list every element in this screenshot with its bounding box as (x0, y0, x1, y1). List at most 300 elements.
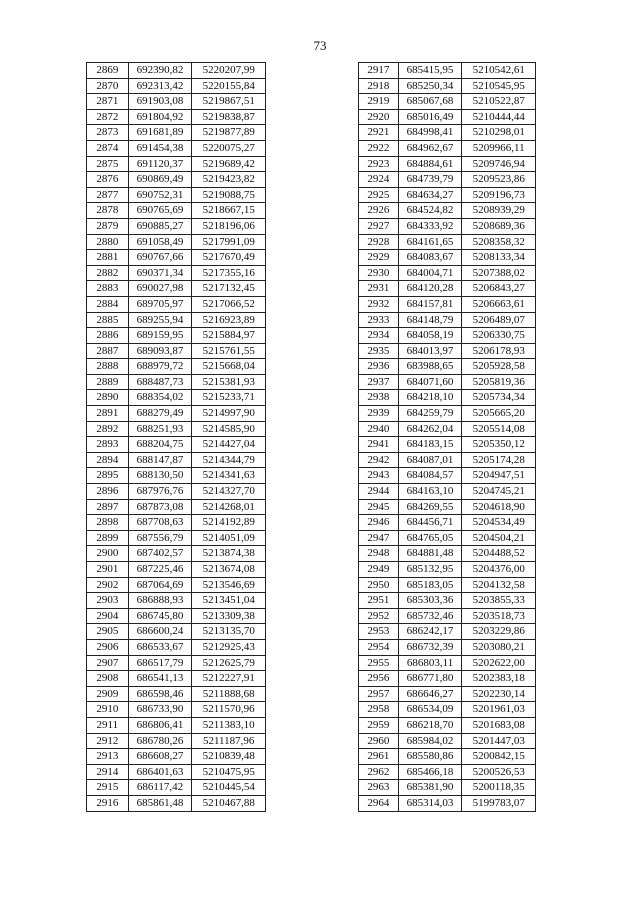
point-number-cell: 2904 (87, 608, 129, 624)
table-row (359, 156, 536, 172)
point-number-cell: 2884 (87, 296, 129, 312)
table-row (87, 530, 266, 546)
x-coordinate-cell: 686600,24 (128, 624, 192, 640)
x-coordinate-cell: 685580,86 (398, 749, 462, 765)
point-number-cell: 2896 (87, 484, 129, 500)
table-row (87, 78, 266, 94)
x-coordinate-cell: 688147,87 (128, 452, 192, 468)
x-coordinate-cell: 690885,27 (128, 218, 192, 234)
table-row (359, 312, 536, 328)
table-row (87, 624, 266, 640)
y-coordinate-cell: 5206330,75 (462, 328, 536, 344)
x-coordinate-cell: 686733,90 (128, 702, 192, 718)
table-row (359, 717, 536, 733)
point-number-cell: 2877 (87, 187, 129, 203)
x-coordinate-cell: 686541,13 (128, 671, 192, 687)
point-number-cell: 2911 (87, 717, 129, 733)
x-coordinate-cell: 686888,93 (128, 593, 192, 609)
x-coordinate-cell: 686117,42 (128, 780, 192, 796)
y-coordinate-cell: 5209966,11 (462, 140, 536, 156)
y-coordinate-cell: 5205665,20 (462, 406, 536, 422)
y-coordinate-cell: 5214585,90 (192, 421, 266, 437)
y-coordinate-cell: 5200842,15 (462, 749, 536, 765)
x-coordinate-cell: 688130,50 (128, 468, 192, 484)
y-coordinate-cell: 5202230,14 (462, 686, 536, 702)
y-coordinate-cell: 5210444,44 (462, 109, 536, 125)
x-coordinate-cell: 686218,70 (398, 717, 462, 733)
y-coordinate-cell: 5213135,70 (192, 624, 266, 640)
x-coordinate-cell: 686533,67 (128, 639, 192, 655)
y-coordinate-cell: 5210445,54 (192, 780, 266, 796)
x-coordinate-cell: 686745,80 (128, 608, 192, 624)
point-number-cell: 2923 (359, 156, 399, 172)
point-number-cell: 2943 (359, 468, 399, 484)
x-coordinate-cell: 684083,67 (398, 250, 462, 266)
y-coordinate-cell: 5209196,73 (462, 187, 536, 203)
table-row (87, 125, 266, 141)
table-row (87, 250, 266, 266)
x-coordinate-cell: 685381,90 (398, 780, 462, 796)
y-coordinate-cell: 5204376,00 (462, 562, 536, 578)
y-coordinate-cell: 5210475,95 (192, 764, 266, 780)
y-coordinate-cell: 5209523,86 (462, 172, 536, 188)
y-coordinate-cell: 5215761,55 (192, 343, 266, 359)
table-row (359, 296, 536, 312)
table-row (87, 63, 266, 79)
x-coordinate-cell: 687873,08 (128, 499, 192, 515)
x-coordinate-cell: 684148,79 (398, 312, 462, 328)
x-coordinate-cell: 683988,65 (398, 359, 462, 375)
table-row (359, 359, 536, 375)
x-coordinate-cell: 684524,82 (398, 203, 462, 219)
y-coordinate-cell: 5210542,61 (462, 63, 536, 79)
table-row (359, 795, 536, 811)
table-row (359, 281, 536, 297)
x-coordinate-cell: 687402,57 (128, 546, 192, 562)
table-row (87, 452, 266, 468)
point-number-cell: 2951 (359, 593, 399, 609)
point-number-cell: 2887 (87, 343, 129, 359)
table-row (359, 218, 536, 234)
point-number-cell: 2919 (359, 94, 399, 110)
y-coordinate-cell: 5213874,38 (192, 546, 266, 562)
point-number-cell: 2961 (359, 749, 399, 765)
point-number-cell: 2893 (87, 437, 129, 453)
table-row (87, 437, 266, 453)
x-coordinate-cell: 684739,79 (398, 172, 462, 188)
point-number-cell: 2883 (87, 281, 129, 297)
table-row (87, 312, 266, 328)
x-coordinate-cell: 684163,10 (398, 484, 462, 500)
y-coordinate-cell: 5213546,69 (192, 577, 266, 593)
table-row (359, 203, 536, 219)
table-row (359, 764, 536, 780)
table-row (359, 63, 536, 79)
point-number-cell: 2940 (359, 421, 399, 437)
y-coordinate-cell: 5214427,04 (192, 437, 266, 453)
point-number-cell: 2934 (359, 328, 399, 344)
point-number-cell: 2882 (87, 265, 129, 281)
table-row (359, 702, 536, 718)
table-row (359, 437, 536, 453)
y-coordinate-cell: 5200118,35 (462, 780, 536, 796)
y-coordinate-cell: 5206489,07 (462, 312, 536, 328)
point-number-cell: 2873 (87, 125, 129, 141)
table-row (87, 390, 266, 406)
point-number-cell: 2926 (359, 203, 399, 219)
y-coordinate-cell: 5204618,90 (462, 499, 536, 515)
table-row (359, 484, 536, 500)
point-number-cell: 2898 (87, 515, 129, 531)
x-coordinate-cell: 686598,46 (128, 686, 192, 702)
page-number: 73 (313, 38, 327, 53)
point-number-cell: 2942 (359, 452, 399, 468)
coordinates-table-left (86, 62, 266, 812)
table-row (359, 187, 536, 203)
point-number-cell: 2872 (87, 109, 129, 125)
table-row (87, 515, 266, 531)
x-coordinate-cell: 685466,18 (398, 764, 462, 780)
y-coordinate-cell: 5212227,91 (192, 671, 266, 687)
y-coordinate-cell: 5219877,89 (192, 125, 266, 141)
x-coordinate-cell: 685732,46 (398, 608, 462, 624)
y-coordinate-cell: 5205928,58 (462, 359, 536, 375)
point-number-cell: 2953 (359, 624, 399, 640)
y-coordinate-cell: 5211570,96 (192, 702, 266, 718)
table-row (359, 562, 536, 578)
point-number-cell: 2889 (87, 374, 129, 390)
y-coordinate-cell: 5220207,99 (192, 63, 266, 79)
point-number-cell: 2932 (359, 296, 399, 312)
y-coordinate-cell: 5201683,08 (462, 717, 536, 733)
table-row (359, 624, 536, 640)
table-row (359, 109, 536, 125)
x-coordinate-cell: 684161,65 (398, 234, 462, 250)
point-number-cell: 2957 (359, 686, 399, 702)
y-coordinate-cell: 5202622,00 (462, 655, 536, 671)
x-coordinate-cell: 686401,63 (128, 764, 192, 780)
y-coordinate-cell: 5219838,87 (192, 109, 266, 125)
table-row (359, 421, 536, 437)
x-coordinate-cell: 684333,92 (398, 218, 462, 234)
point-number-cell: 2922 (359, 140, 399, 156)
table-row (359, 328, 536, 344)
x-coordinate-cell: 684634,27 (398, 187, 462, 203)
table-row (359, 125, 536, 141)
table-row (87, 671, 266, 687)
table-row (87, 328, 266, 344)
point-number-cell: 2908 (87, 671, 129, 687)
point-number-cell: 2941 (359, 437, 399, 453)
x-coordinate-cell: 685250,34 (398, 78, 462, 94)
table-row (87, 172, 266, 188)
y-coordinate-cell: 5217132,45 (192, 281, 266, 297)
point-number-cell: 2956 (359, 671, 399, 687)
table-row (87, 265, 266, 281)
x-coordinate-cell: 684218,10 (398, 390, 462, 406)
point-number-cell: 2900 (87, 546, 129, 562)
table-row (359, 546, 536, 562)
point-number-cell: 2885 (87, 312, 129, 328)
x-coordinate-cell: 686771,80 (398, 671, 462, 687)
x-coordinate-cell: 691058,49 (128, 234, 192, 250)
y-coordinate-cell: 5214051,09 (192, 530, 266, 546)
x-coordinate-cell: 691903,08 (128, 94, 192, 110)
table-row (87, 593, 266, 609)
x-coordinate-cell: 685132,95 (398, 562, 462, 578)
y-coordinate-cell: 5208358,32 (462, 234, 536, 250)
table-row (87, 374, 266, 390)
y-coordinate-cell: 5219867,51 (192, 94, 266, 110)
point-number-cell: 2888 (87, 359, 129, 375)
table-row (87, 156, 266, 172)
x-coordinate-cell: 689159,95 (128, 328, 192, 344)
point-number-cell: 2910 (87, 702, 129, 718)
y-coordinate-cell: 5199783,07 (462, 795, 536, 811)
x-coordinate-cell: 685067,68 (398, 94, 462, 110)
table-row (87, 234, 266, 250)
table-row (87, 406, 266, 422)
point-number-cell: 2964 (359, 795, 399, 811)
y-coordinate-cell: 5214192,89 (192, 515, 266, 531)
y-coordinate-cell: 5210467,88 (192, 795, 266, 811)
table-row (87, 686, 266, 702)
point-number-cell: 2876 (87, 172, 129, 188)
point-number-cell: 2909 (87, 686, 129, 702)
x-coordinate-cell: 684013,97 (398, 343, 462, 359)
y-coordinate-cell: 5212925,43 (192, 639, 266, 655)
y-coordinate-cell: 5217670,49 (192, 250, 266, 266)
y-coordinate-cell: 5201961,03 (462, 702, 536, 718)
y-coordinate-cell: 5208689,36 (462, 218, 536, 234)
table-row (87, 655, 266, 671)
point-number-cell: 2952 (359, 608, 399, 624)
table-row (87, 359, 266, 375)
y-coordinate-cell: 5202383,18 (462, 671, 536, 687)
table-row (87, 484, 266, 500)
table-row (359, 406, 536, 422)
x-coordinate-cell: 686608,27 (128, 749, 192, 765)
y-coordinate-cell: 5220075,27 (192, 140, 266, 156)
y-coordinate-cell: 5210545,95 (462, 78, 536, 94)
x-coordinate-cell: 685016,49 (398, 109, 462, 125)
x-coordinate-cell: 684004,71 (398, 265, 462, 281)
table-row (87, 780, 266, 796)
y-coordinate-cell: 5219088,75 (192, 187, 266, 203)
table-row (87, 749, 266, 765)
x-coordinate-cell: 690765,69 (128, 203, 192, 219)
x-coordinate-cell: 691804,92 (128, 109, 192, 125)
point-number-cell: 2929 (359, 250, 399, 266)
x-coordinate-cell: 690767,66 (128, 250, 192, 266)
point-number-cell: 2937 (359, 374, 399, 390)
y-coordinate-cell: 5213451,04 (192, 593, 266, 609)
y-coordinate-cell: 5203518,73 (462, 608, 536, 624)
table-row (359, 343, 536, 359)
table-row (87, 140, 266, 156)
y-coordinate-cell: 5218196,06 (192, 218, 266, 234)
point-number-cell: 2954 (359, 639, 399, 655)
y-coordinate-cell: 5206178,93 (462, 343, 536, 359)
x-coordinate-cell: 684058,19 (398, 328, 462, 344)
point-number-cell: 2905 (87, 624, 129, 640)
table-row (359, 686, 536, 702)
table-row (87, 421, 266, 437)
y-coordinate-cell: 5204534,49 (462, 515, 536, 531)
point-number-cell: 2869 (87, 63, 129, 79)
table-row (359, 639, 536, 655)
point-number-cell: 2895 (87, 468, 129, 484)
point-number-cell: 2938 (359, 390, 399, 406)
point-number-cell: 2913 (87, 749, 129, 765)
table-row (87, 717, 266, 733)
table-row (87, 764, 266, 780)
point-number-cell: 2947 (359, 530, 399, 546)
x-coordinate-cell: 686646,27 (398, 686, 462, 702)
point-number-cell: 2870 (87, 78, 129, 94)
x-coordinate-cell: 686780,26 (128, 733, 192, 749)
y-coordinate-cell: 5206843,27 (462, 281, 536, 297)
table-row (359, 468, 536, 484)
point-number-cell: 2928 (359, 234, 399, 250)
point-number-cell: 2949 (359, 562, 399, 578)
y-coordinate-cell: 5214327,70 (192, 484, 266, 500)
table-row (359, 452, 536, 468)
x-coordinate-cell: 690371,34 (128, 265, 192, 281)
x-coordinate-cell: 684120,28 (398, 281, 462, 297)
point-number-cell: 2878 (87, 203, 129, 219)
x-coordinate-cell: 691120,37 (128, 156, 192, 172)
x-coordinate-cell: 689255,94 (128, 312, 192, 328)
y-coordinate-cell: 5209746,94 (462, 156, 536, 172)
x-coordinate-cell: 691681,89 (128, 125, 192, 141)
point-number-cell: 2933 (359, 312, 399, 328)
x-coordinate-cell: 687976,76 (128, 484, 192, 500)
y-coordinate-cell: 5205174,28 (462, 452, 536, 468)
coordinates-table-right (358, 62, 536, 812)
y-coordinate-cell: 5201447,03 (462, 733, 536, 749)
x-coordinate-cell: 692390,82 (128, 63, 192, 79)
x-coordinate-cell: 690027,98 (128, 281, 192, 297)
table-row (359, 515, 536, 531)
point-number-cell: 2890 (87, 390, 129, 406)
table-row (87, 562, 266, 578)
table-row (359, 499, 536, 515)
x-coordinate-cell: 686806,41 (128, 717, 192, 733)
table-row (87, 109, 266, 125)
point-number-cell: 2916 (87, 795, 129, 811)
point-number-cell: 2891 (87, 406, 129, 422)
point-number-cell: 2894 (87, 452, 129, 468)
point-number-cell: 2886 (87, 328, 129, 344)
point-number-cell: 2955 (359, 655, 399, 671)
point-number-cell: 2874 (87, 140, 129, 156)
point-number-cell: 2935 (359, 343, 399, 359)
point-number-cell: 2944 (359, 484, 399, 500)
table-row (87, 733, 266, 749)
x-coordinate-cell: 684456,71 (398, 515, 462, 531)
y-coordinate-cell: 5214997,90 (192, 406, 266, 422)
table-row (359, 593, 536, 609)
table-row (359, 250, 536, 266)
table-row (359, 671, 536, 687)
point-number-cell: 2925 (359, 187, 399, 203)
table-row (87, 608, 266, 624)
y-coordinate-cell: 5210298,01 (462, 125, 536, 141)
y-coordinate-cell: 5211187,96 (192, 733, 266, 749)
table-row (359, 655, 536, 671)
point-number-cell: 2920 (359, 109, 399, 125)
table-row (359, 780, 536, 796)
y-coordinate-cell: 5219689,42 (192, 156, 266, 172)
x-coordinate-cell: 684269,55 (398, 499, 462, 515)
point-number-cell: 2950 (359, 577, 399, 593)
y-coordinate-cell: 5214344,79 (192, 452, 266, 468)
y-coordinate-cell: 5215233,71 (192, 390, 266, 406)
x-coordinate-cell: 686242,17 (398, 624, 462, 640)
x-coordinate-cell: 685183,05 (398, 577, 462, 593)
x-coordinate-cell: 687556,79 (128, 530, 192, 546)
table-row (87, 218, 266, 234)
y-coordinate-cell: 5214268,01 (192, 499, 266, 515)
x-coordinate-cell: 684962,67 (398, 140, 462, 156)
x-coordinate-cell: 688354,02 (128, 390, 192, 406)
point-number-cell: 2945 (359, 499, 399, 515)
y-coordinate-cell: 5216923,89 (192, 312, 266, 328)
point-number-cell: 2946 (359, 515, 399, 531)
y-coordinate-cell: 5204132,58 (462, 577, 536, 593)
x-coordinate-cell: 684262,04 (398, 421, 462, 437)
point-number-cell: 2931 (359, 281, 399, 297)
table-row (359, 530, 536, 546)
table-row (87, 577, 266, 593)
point-number-cell: 2906 (87, 639, 129, 655)
x-coordinate-cell: 692313,42 (128, 78, 192, 94)
point-number-cell: 2881 (87, 250, 129, 266)
table-row (87, 94, 266, 110)
point-number-cell: 2897 (87, 499, 129, 515)
point-number-cell: 2912 (87, 733, 129, 749)
point-number-cell: 2930 (359, 265, 399, 281)
y-coordinate-cell: 5204504,21 (462, 530, 536, 546)
table-row (87, 639, 266, 655)
point-number-cell: 2871 (87, 94, 129, 110)
y-coordinate-cell: 5205819,36 (462, 374, 536, 390)
table-row (359, 94, 536, 110)
y-coordinate-cell: 5217991,09 (192, 234, 266, 250)
x-coordinate-cell: 686803,11 (398, 655, 462, 671)
table-row (359, 733, 536, 749)
x-coordinate-cell: 684084,57 (398, 468, 462, 484)
point-number-cell: 2960 (359, 733, 399, 749)
point-number-cell: 2875 (87, 156, 129, 172)
table-row (87, 795, 266, 811)
x-coordinate-cell: 685861,48 (128, 795, 192, 811)
y-coordinate-cell: 5213674,08 (192, 562, 266, 578)
point-number-cell: 2939 (359, 406, 399, 422)
x-coordinate-cell: 685984,02 (398, 733, 462, 749)
x-coordinate-cell: 684071,60 (398, 374, 462, 390)
x-coordinate-cell: 688204,75 (128, 437, 192, 453)
table-row (87, 203, 266, 219)
y-coordinate-cell: 5207388,02 (462, 265, 536, 281)
point-number-cell: 2899 (87, 530, 129, 546)
y-coordinate-cell: 5213309,38 (192, 608, 266, 624)
x-coordinate-cell: 690869,49 (128, 172, 192, 188)
x-coordinate-cell: 684884,61 (398, 156, 462, 172)
table-row (87, 281, 266, 297)
y-coordinate-cell: 5205514,08 (462, 421, 536, 437)
